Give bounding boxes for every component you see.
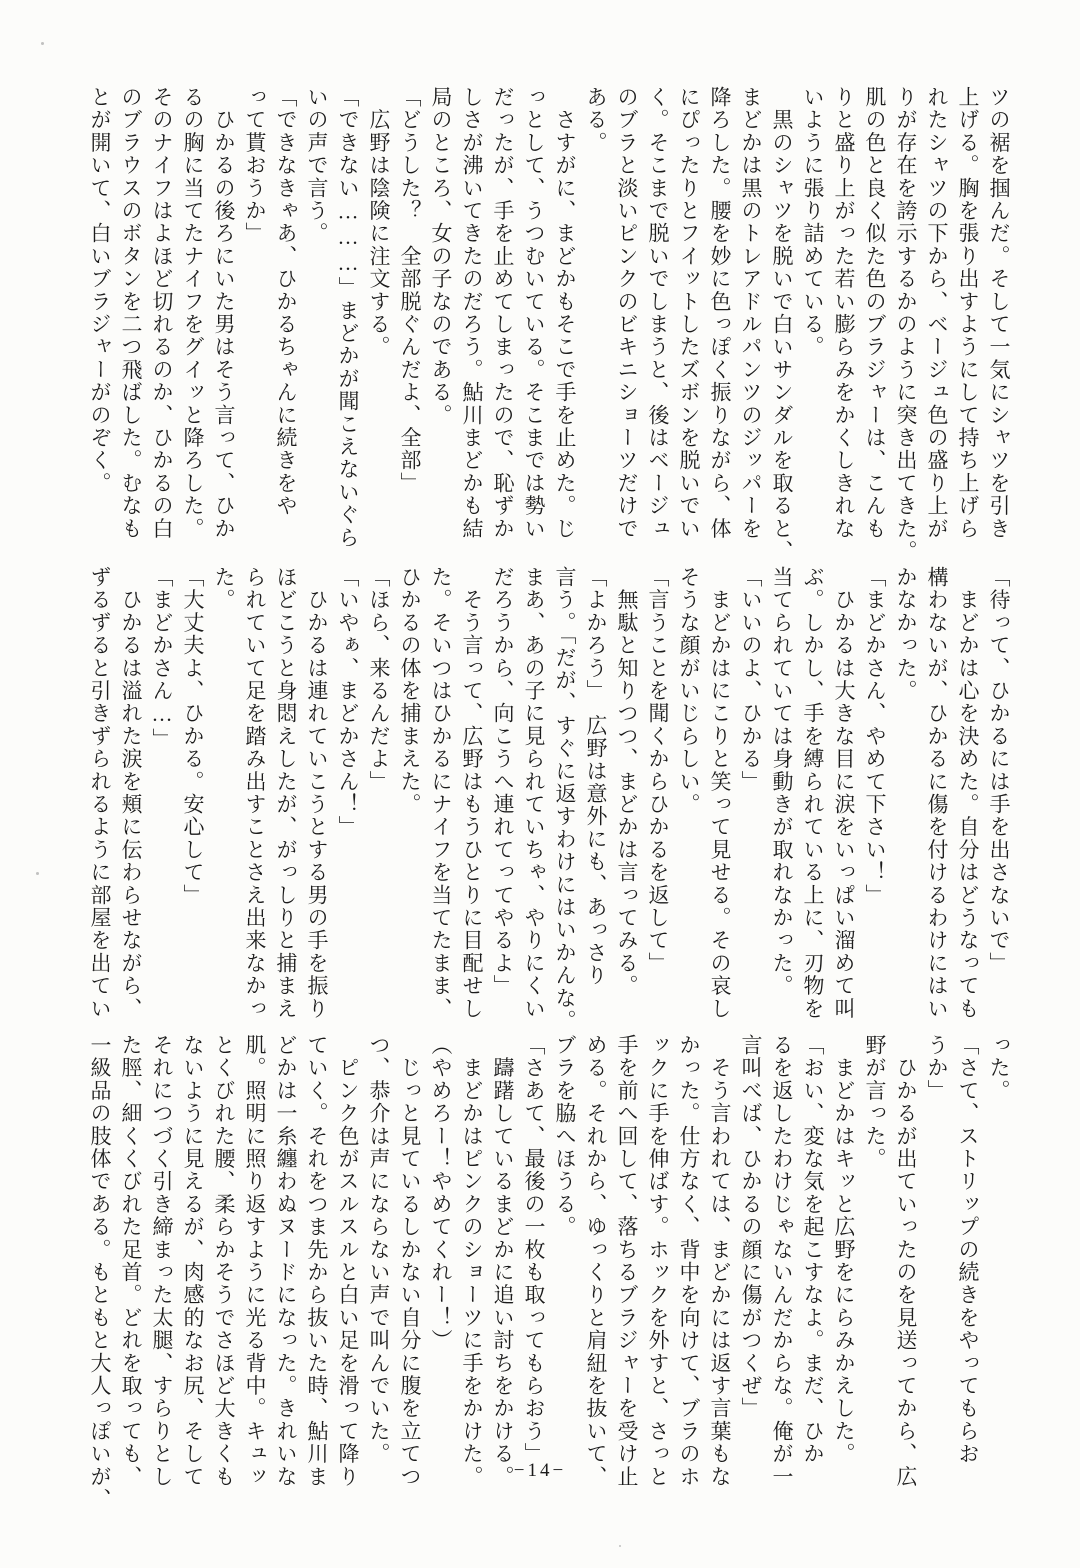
text-column: ックに手を伸ばす。ホックを外すと、さっと [646,1034,670,1488]
text-column: 局のところ、女の子なのである。 [429,86,453,427]
text-column: そう言われては、まどかには返す言葉もな [708,1034,732,1488]
text-column: いの声で言う。 [305,86,329,245]
scan-speck [41,42,44,45]
text-column: そのナイフはよほど切れるのか、ひかるの白 [150,86,174,540]
text-column: そうな顔がいじらしい。 [677,566,701,816]
text-column: 「どうした？ 全部脱ぐんだよ、全部」 [398,86,422,495]
text-column: ある。 [584,86,608,155]
text-column: 手を前へ回して、落ちるブラジャーを受け止 [615,1034,639,1488]
text-column: 言叫べば、ひかるの顔に傷がつくぜ」 [739,1034,763,1420]
text-column: とが開いて、白いブラジャーがのぞく。 [88,86,112,495]
text-column: ていく。それをつま先から抜いた時、鮎川ま [305,1034,329,1488]
text-column: 「言うことを聞くからひかるを返して」 [646,566,670,975]
text-column: いように張り詰めている。 [801,86,825,359]
text-column: 降ろした。腰を妙に色っぽく振りながら、体 [708,86,732,540]
text-column: 肌の色と良く似た色のブラジャーは、こんも [863,86,887,540]
text-column: ひかるの体を捕まえた。 [398,566,422,816]
text-column: ピンク色がスルスルと白い足を滑って降り [336,1034,360,1488]
text-column: ひかるは連れていこうとする男の手を振り [305,566,329,1020]
text-column: 構わないが、ひかるに傷を付けるわけにはい [925,566,949,1020]
text-column: た。 [212,566,236,612]
text-column: 「できない………」まどかが聞こえないぐら [336,86,360,549]
text-column: だろうから、向こうへ連れてってやるよ」 [491,566,515,998]
text-block-middle [82,566,1014,1033]
text-column: とくびれた腰、柔らかそうでさほど大きくも [212,1034,236,1488]
text-column: りと盛り上がった若い膨らみをかくしきれな [832,86,856,540]
text-block-top [82,86,1014,563]
text-column: って貰おうか」 [243,86,267,245]
text-column: ずるずると引きずられるように部屋を出てい [88,566,112,1020]
text-column: っとして、うつむいている。そこまでは勢い [522,86,546,540]
text-column: 「いいのよ、ひかる」 [739,566,763,793]
text-column: ぶ。しかし、手を縛られている上に、刃物を [801,566,825,1020]
text-column: 躊躇しているまどかに追い討ちをかける。 [491,1034,515,1488]
text-column: るの胸に当てたナイフをグイッと降ろした。 [181,86,205,540]
text-column: にぴったりとフイットしたズボンを脱いでい [677,86,701,540]
text-column: 「よかろう」 広野は意外にも、あっさり [584,566,608,987]
text-column: ほどこうと身悶えしたが、がっしりと捕まえ [274,566,298,1020]
text-column: 「いやぁ、まどかさん！」 [336,566,360,839]
text-column: 「大丈夫よ、ひかる。安心して」 [181,566,205,907]
text-column: 「待って、ひかるには手を出さないで」 [987,566,1011,975]
text-column: まどかはピンクのショーツに手をかけた。 [460,1034,484,1488]
text-column: ツの裾を掴んだ。そして一気にシャツを引き [987,86,1011,540]
text-column: かった。仕方なく、背中を向けて、ブラのホ [677,1034,701,1488]
text-column: りが存在を誇示するかのように突き出てきた。 [894,86,918,563]
text-column: ないように見えるが、肉感的なお尻、そして [181,1034,205,1488]
text-column: られていて足を踏み出すことさえ出来なかっ [243,566,267,1020]
text-block-bottom [82,1034,1014,1511]
text-column: ひかるが出ていったのを見送ってから、広 [894,1034,918,1488]
text-column: た。そいつはひかるにナイフを当てたまま、 [429,566,453,1020]
text-column: 黒のシャツを脱いで白いサンダルを取ると、 [770,86,794,563]
text-column: かなかった。 [894,566,918,703]
text-column: （やめろー！やめてくれー！） [429,1034,453,1352]
text-column: だったが、手を止めてしまったので、恥ずか [491,86,515,540]
text-column: った。 [987,1034,1011,1103]
text-column: まどかは黒のトレアドルパンツのジッパーを [739,86,763,540]
scan-speck [619,1545,621,1547]
text-column: 無駄と知りつつ、まどかは言ってみる。 [615,566,639,998]
text-column: 「さあて、最後の一枚も取ってもらおう」 [522,1034,546,1466]
text-column: 「ほら、来るんだよ」 [367,566,391,793]
text-column: のブラウスのボタンを二つ飛ばした。むなも [119,86,143,540]
text-column: 「さて、ストリップの続きをやってもらお [956,1034,980,1466]
text-column: るを返したわけじゃないんだからな。俺が一 [770,1034,794,1488]
text-column: 「できなきゃあ、ひかるちゃんに続きをや [274,86,298,518]
text-column: 「おい、変な気を起こすなよ。まだ、ひか [801,1034,825,1466]
text-column: どかは一糸纏わぬヌードになった。きれいな [274,1034,298,1488]
text-column: 当てられていては身動きが取れなかった。 [770,566,794,998]
text-column: そう言って、広野はもうひとりに目配せし [460,566,484,1020]
text-column: 広野は陰険に注文する。 [367,86,391,359]
text-column: さすがに、まどかもそこで手を止めた。じ [553,86,577,540]
text-column: じっと見ているしかない自分に腹を立てつ [398,1034,422,1488]
text-column: れたシャツの下から、ベージュ色の盛り上が [925,86,949,540]
text-column: ブラを脇へほうる。 [553,1034,577,1239]
text-column: のブラと淡いピンクのビキニショーツだけで [615,86,639,540]
text-column: ひかるは大きな目に涙をいっぱい溜めて叫 [832,566,856,1020]
text-column: つ、恭介は声にならない声で叫んでいた。 [367,1034,391,1466]
text-column: しさが沸いてきたのだろう。鮎川まどかも結 [460,86,484,540]
text-column: 一級品の肢体である。もともと大人っぽいが、 [88,1034,112,1511]
text-column: ひかるは溢れた涙を頬に伝わらせながら、 [119,566,143,1020]
scan-speck [36,872,39,875]
text-column: た脛、細くくびれた足首。どれを取っても、 [119,1034,143,1488]
text-column: ひかるの後ろにいた男はそう言って、ひか [212,86,236,540]
text-column: まどかはキッと広野をにらみかえした。 [832,1034,856,1466]
text-column: 肌。照明に照り返すように光る背中。キュッ [243,1034,267,1488]
text-column: うか」 [925,1034,949,1103]
text-column: まあ、あの子に見られていちゃ、やりにくい [522,566,546,1020]
text-column: く。そこまで脱いでしまうと、後はベージュ [646,86,670,540]
text-column: 「まどかさん、やめて下さい！」 [863,566,887,907]
text-column: それにつづく引き締まった太腿、すらりとし [150,1034,174,1488]
text-column: 上げる。胸を張り出すようにして持ち上げら [956,86,980,540]
text-column: まどかは心を決めた。自分はどうなっても [956,566,980,1020]
text-column: まどかはにこりと笑って見せる。その哀し [708,566,732,1020]
page-number: −14− [513,1460,567,1481]
text-column: 野が言った。 [863,1034,887,1171]
text-column: 言う。「だが、すぐに返すわけにはいかんな。 [553,566,577,1033]
text-column: 「まどかさん…」 [150,566,174,751]
text-column: める。それから、ゆっくりと肩紐を抜いて、 [584,1034,608,1488]
